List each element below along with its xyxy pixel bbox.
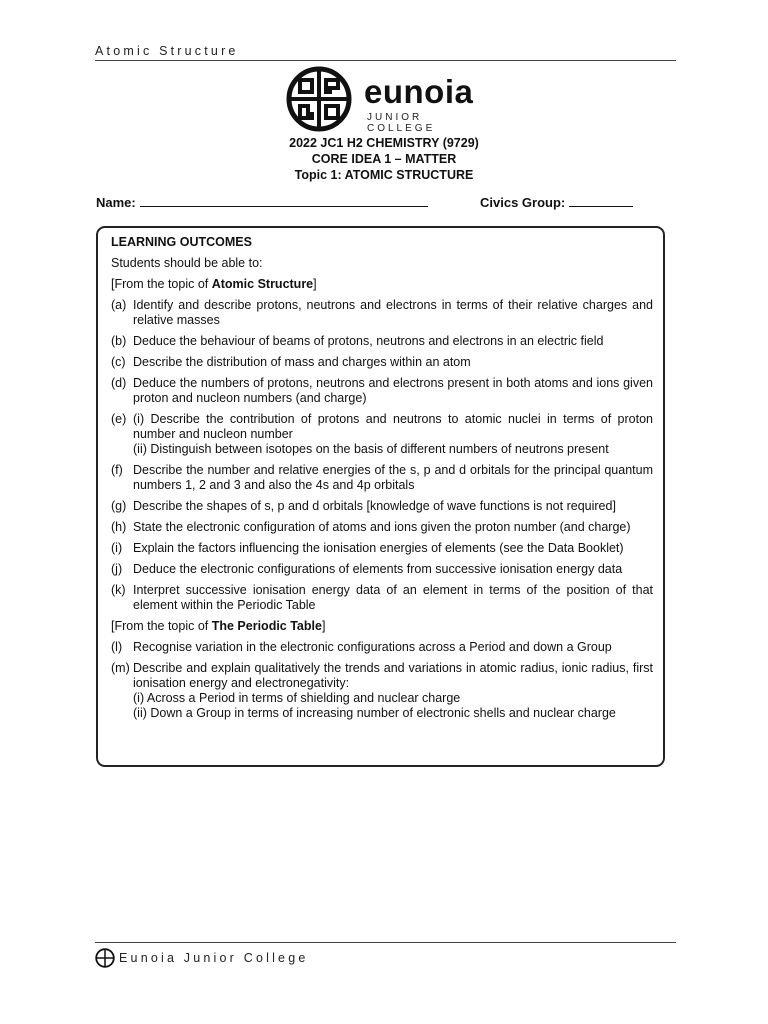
brand-subtitle: JUNIOR COLLEGE [367, 112, 436, 134]
item-e-part-i: (i) Describe the contribution of protons and neutrons to atomic nuclei in terms of proton number and nucleon number [133, 412, 653, 441]
civics-group-field[interactable] [480, 195, 633, 210]
outcome-item [111, 541, 653, 556]
item-marker: (i) [111, 541, 123, 555]
item-marker: (m) [111, 661, 130, 675]
item-e-part-ii: (ii) Distinguish between isotopes on the basis of different numbers of neutrons present [133, 442, 609, 456]
name-blank[interactable] [140, 195, 428, 207]
item-text: Deduce the numbers of protons, neutrons and electrons present in both atoms and ions given proton and nucleon numbers (and charge) [133, 376, 653, 405]
item-m-part-i: (i) Across a Period in terms of shielding and nuclear charge [133, 691, 461, 705]
civics-group-label: Civics Group: [480, 195, 566, 210]
footer [95, 948, 309, 968]
name-field[interactable] [96, 195, 428, 210]
section-heading-periodic-table [111, 619, 653, 634]
civics-group-blank[interactable] [569, 195, 633, 207]
header-rule [95, 60, 676, 61]
item-marker: (d) [111, 376, 127, 390]
eunoia-emblem-icon [95, 948, 115, 968]
running-header: Atomic Structure [95, 44, 239, 58]
item-text: Deduce the behaviour of beams of protons, neutrons and electrons in an electric field [133, 334, 604, 348]
item-text: Explain the factors influencing the ionisation energies of elements (see the Data Booklet) [133, 541, 624, 555]
outcome-item [111, 499, 653, 514]
outcome-item [111, 583, 653, 613]
outcomes-intro: Students should be able to: [111, 256, 263, 270]
course-title: 2022 JC1 H2 CHEMISTRY (9729) [289, 136, 479, 150]
item-text: Deduce the electronic configurations of elements from successive ionisation energy data [133, 562, 623, 576]
item-text: Describe and explain qualitatively the trends and variations in atomic radius, ionic radius, first ionisation energy and electronegativity: [133, 661, 653, 690]
item-marker: (c) [111, 355, 126, 369]
outcome-item [111, 334, 653, 349]
section-prefix: [From the topic of [111, 619, 212, 633]
footer-text: Eunoia Junior College [119, 951, 309, 965]
name-label: Name: [96, 195, 136, 210]
college-logo [286, 66, 496, 134]
brand-name: eunoia [364, 73, 474, 110]
outcome-item [111, 640, 653, 655]
outcome-item [111, 376, 653, 406]
item-marker: (b) [111, 334, 127, 348]
learning-outcomes-box [96, 226, 665, 767]
item-text: Describe the shapes of s, p and d orbitals [knowledge of wave functions is not required] [133, 499, 616, 513]
core-idea-title: CORE IDEA 1 – MATTER [311, 152, 457, 166]
outcome-item [111, 562, 653, 577]
section-suffix: ] [313, 277, 317, 291]
item-text: Interpret successive ionisation energy data of an element in terms of the position of that element within the Periodic Table [133, 583, 653, 612]
document-titles [0, 135, 768, 183]
item-marker: (h) [111, 520, 127, 534]
section-suffix: ] [321, 619, 326, 633]
section-topic: The Periodic Table [211, 619, 322, 633]
learning-outcomes-title: LEARNING OUTCOMES [111, 235, 252, 249]
item-text: Identify and describe protons, neutrons and electrons in terms of their relative charges and relative masses [133, 298, 653, 327]
outcome-item [111, 463, 653, 493]
item-text: Recognise variation in the electronic configurations across a Period and down a Group [133, 640, 612, 654]
outcome-item [111, 520, 653, 535]
topic-title: Topic 1: ATOMIC STRUCTURE [294, 168, 474, 182]
outcome-item-e [111, 412, 653, 457]
item-text: State the electronic configuration of atoms and ions given the proton number (and charge) [133, 520, 631, 534]
outcome-item-m [111, 661, 653, 721]
item-marker: (g) [111, 499, 127, 513]
item-marker: (k) [111, 583, 126, 597]
outcome-item [111, 298, 653, 328]
footer-rule [95, 942, 676, 943]
outcome-item [111, 355, 653, 370]
section-prefix: [From the topic of [111, 277, 212, 291]
section-heading-atomic-structure [111, 277, 653, 292]
item-m-part-ii: (ii) Down a Group in terms of increasing number of electronic shells and nuclear charge [133, 706, 616, 720]
item-marker: (e) [111, 412, 127, 426]
item-marker: (f) [111, 463, 123, 477]
section-topic: Atomic Structure [211, 277, 314, 291]
eunoia-emblem-icon [286, 66, 352, 132]
item-marker: (a) [111, 298, 127, 312]
item-marker: (l) [111, 640, 123, 654]
item-text: Describe the distribution of mass and charges within an atom [133, 355, 471, 369]
item-marker: (j) [111, 562, 123, 576]
item-text: Describe the number and relative energies of the s, p and d orbitals for the principal quantum numbers 1, 2 and 3 and also the 4s and 4p orbitals [133, 463, 653, 492]
